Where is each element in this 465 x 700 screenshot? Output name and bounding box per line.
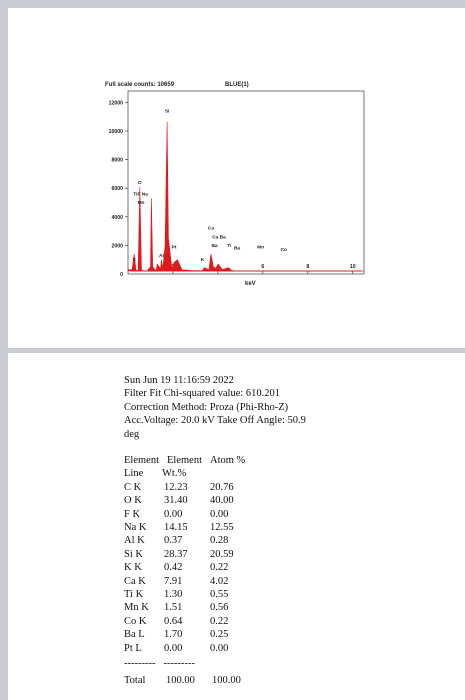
y-tick-label: 6000 <box>111 186 123 193</box>
x-tick-label: 6 <box>261 264 265 270</box>
peak-label: Mn <box>257 245 265 251</box>
table-row <box>124 561 306 574</box>
eds-spectrum-chart <box>95 75 370 287</box>
table-separator <box>124 657 306 670</box>
element-line: Ca K <box>124 575 146 587</box>
table-row <box>124 494 306 507</box>
element-line: C K <box>124 481 142 493</box>
window-top-border <box>0 0 465 8</box>
element-line: Ba L <box>124 629 145 641</box>
peak-label: K <box>200 258 205 264</box>
header-element: Element <box>124 455 159 467</box>
weight-percent: 1.30 <box>164 588 183 600</box>
y-tick-label: 2000 <box>111 243 123 250</box>
table-row <box>124 481 306 494</box>
table-row <box>124 508 306 521</box>
report-date: Sun Jun 19 11:16:59 2022 <box>124 375 234 386</box>
element-line: Ti K <box>124 588 144 600</box>
element-line: O K <box>124 495 142 507</box>
header-element-2: Element <box>167 455 202 467</box>
weight-percent: 28.37 <box>164 548 188 560</box>
atom-percent: 12.55 <box>210 521 234 533</box>
peak-label: Ba <box>233 246 241 252</box>
table-total-row <box>124 674 306 687</box>
atom-percent: 0.22 <box>210 615 229 627</box>
y-zero-label: 0 <box>120 272 123 278</box>
element-line: Pt L <box>124 642 142 654</box>
element-line: F K <box>124 508 141 520</box>
table-row <box>124 588 306 601</box>
header-line: Line <box>124 468 144 480</box>
atom-percent: 0.28 <box>210 535 229 547</box>
element-line: Co K <box>124 615 147 627</box>
x-tick-label: 8 <box>306 264 310 270</box>
weight-percent: 7.91 <box>164 575 183 587</box>
weight-percent: 12.23 <box>164 481 188 493</box>
total-wt: 100.00 <box>166 675 195 687</box>
element-line: K K <box>124 562 142 574</box>
report-filter: Filter Fit Chi-squared value: 610.201 <box>124 388 281 400</box>
peak-label: Ca <box>207 226 215 232</box>
total-label: Total <box>124 675 146 687</box>
peak-label: Ba <box>211 243 218 249</box>
table-row <box>124 575 306 588</box>
peak-label: Mn <box>137 200 145 206</box>
weight-percent: 1.51 <box>164 602 183 614</box>
report-correction: Correction Method: Proza (Phi-Rho-Z) <box>124 401 289 413</box>
x-tick-label: 10 <box>349 264 356 270</box>
y-tick-label: 12000 <box>108 100 123 107</box>
peak-label: Al <box>159 253 164 259</box>
peak-label: C <box>132 258 136 264</box>
weight-percent: 31.40 <box>164 495 188 507</box>
atom-percent: 0.55 <box>210 588 229 600</box>
header-atom: Atom % <box>210 455 246 467</box>
atom-percent: 0.00 <box>210 508 229 520</box>
atom-percent: 40.00 <box>210 495 234 507</box>
weight-percent: 0.37 <box>164 535 183 547</box>
y-tick-label: 10000 <box>108 129 123 136</box>
peak-label: Ca Ba <box>212 235 226 241</box>
atom-percent: 0.56 <box>210 602 229 614</box>
element-line: Mn K <box>124 602 149 614</box>
peak-label: O <box>137 180 142 186</box>
y-tick-label: 4000 <box>111 214 123 221</box>
weight-percent: 0.00 <box>164 508 183 520</box>
weight-percent: 1.70 <box>164 629 183 641</box>
table-row <box>124 628 306 641</box>
chart-title: BLUE(1) <box>225 82 249 88</box>
peak-label: Ti <box>227 243 232 249</box>
table-header-2 <box>124 467 306 480</box>
report-voltage: Acc.Voltage: 20.0 kV Take Off Angle: 50.9 <box>124 415 306 427</box>
table-header <box>124 454 306 467</box>
weight-percent: 0.00 <box>164 642 183 654</box>
separator-dashes: --------- <box>124 657 156 669</box>
full-scale-counts: Full scale counts: 10659 <box>105 82 175 88</box>
peak-label: TiF Na <box>133 192 148 198</box>
atom-percent: 0.00 <box>210 642 229 654</box>
atom-percent: 4.02 <box>210 575 229 587</box>
peak-label: Pt <box>171 245 177 251</box>
total-atom: 100.00 <box>212 675 241 687</box>
table-row <box>124 601 306 614</box>
atom-percent: 0.25 <box>210 629 229 641</box>
eds-report <box>124 374 306 688</box>
y-tick-label: 8000 <box>111 157 123 164</box>
atom-percent: 0.22 <box>210 562 229 574</box>
element-line: Si K <box>124 548 143 560</box>
element-line: Al K <box>124 535 145 547</box>
element-line: Na K <box>124 521 147 533</box>
table-row <box>124 548 306 561</box>
x-axis-label: keV <box>245 281 256 287</box>
atom-percent: 20.59 <box>210 548 234 560</box>
weight-percent: 0.42 <box>164 562 183 574</box>
separator-dashes: --------- <box>163 657 195 669</box>
peak-label: Si <box>164 109 170 115</box>
plot-frame <box>128 91 364 274</box>
report-voltage-unit: deg <box>124 428 140 440</box>
weight-percent: 14.15 <box>164 521 188 533</box>
atom-percent: 20.76 <box>210 481 234 493</box>
weight-percent: 0.64 <box>164 615 183 627</box>
composition-table <box>124 454 306 688</box>
table-row <box>124 615 306 628</box>
table-row <box>124 642 306 655</box>
peak-label: Co <box>280 248 287 254</box>
header-wt: Wt.% <box>162 468 187 480</box>
table-row <box>124 534 306 547</box>
table-row <box>124 521 306 534</box>
